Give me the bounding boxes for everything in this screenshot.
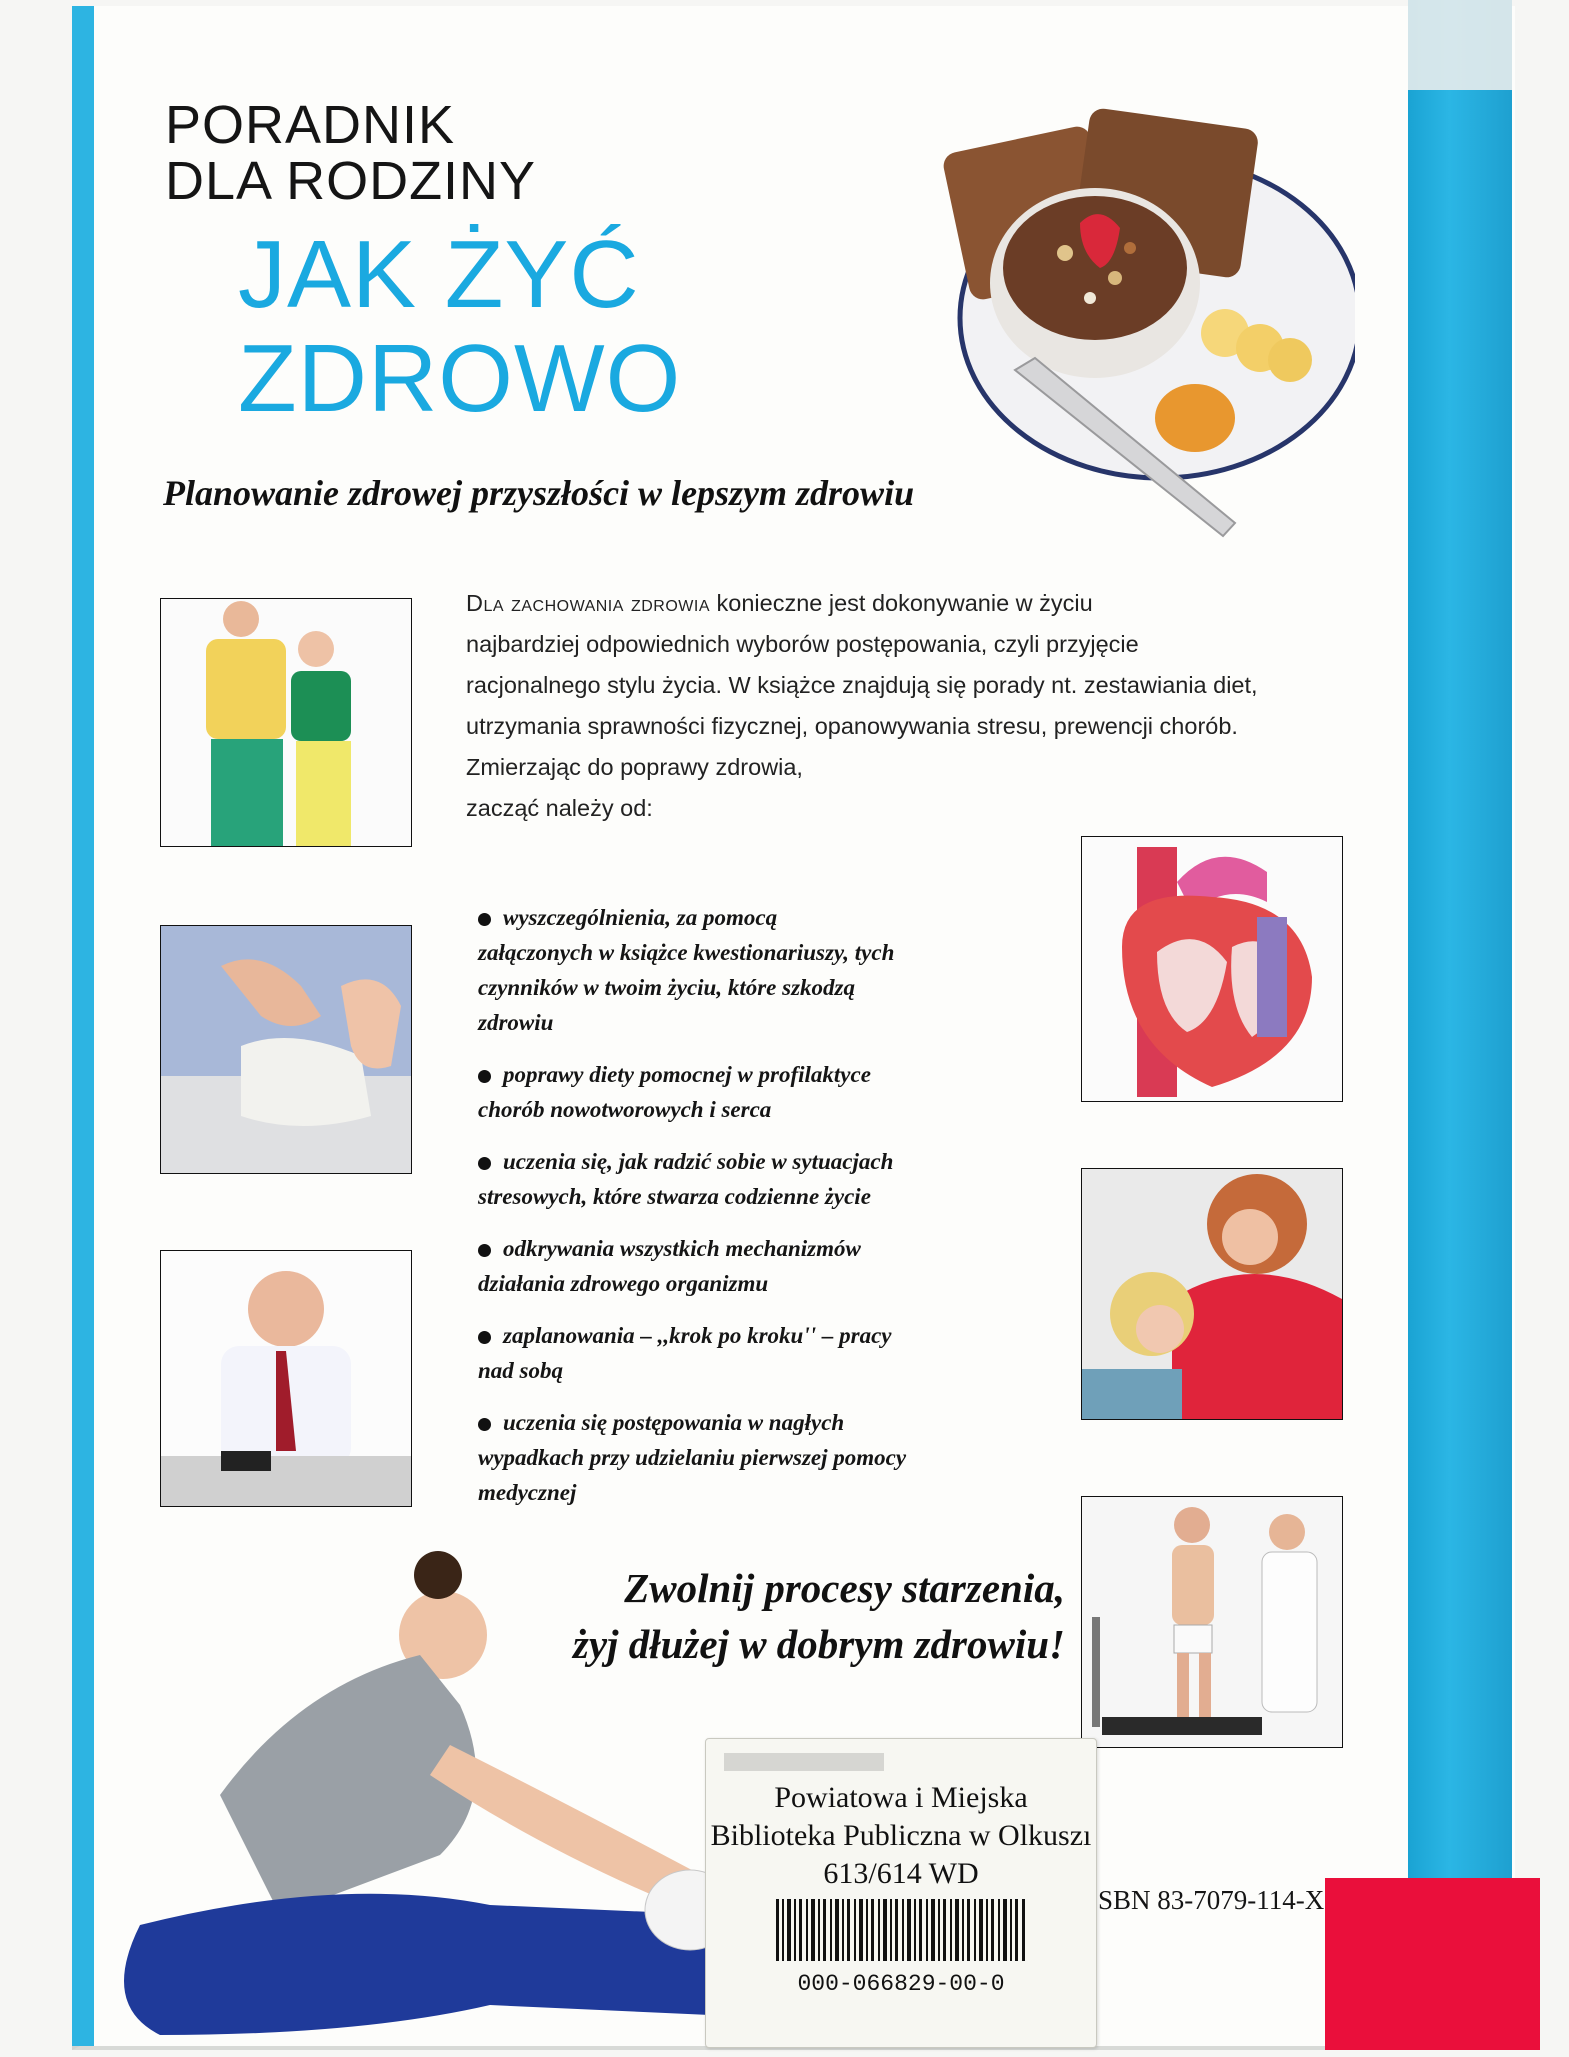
bullet-text: działania zdrowego organizmu	[478, 1271, 769, 1296]
isbn: SBN 83-7079-114-X	[1098, 1885, 1325, 1915]
bullet-text: poprawy diety pomocnej w profilaktyce	[503, 1062, 871, 1087]
bullet-text: uczenia się postępowania w nagłych	[503, 1410, 845, 1435]
series-title-line1: PORADNIK	[165, 95, 456, 155]
bullet-text: wypadkach przy udzielaniu pierwszej pomocy	[478, 1445, 907, 1470]
intro-line-1	[466, 583, 1326, 624]
breakfast-bowl-photo	[905, 108, 1355, 563]
intro-line-1-rest: konieczne jest dokonywanie w życiu	[710, 590, 1093, 616]
benefits-list	[478, 900, 1038, 1527]
bullet-icon	[478, 1070, 491, 1083]
intro-line-6: zacząć należy od:	[466, 795, 653, 821]
bandaged-foot-photo	[160, 925, 412, 1174]
list-item	[478, 1405, 1038, 1510]
list-item	[478, 1231, 1038, 1301]
worn-corner	[1408, 0, 1512, 90]
treadmill-test-photo	[1081, 1496, 1343, 1748]
stamp-mark-icon	[724, 1749, 884, 1775]
bullet-text: medycznej	[478, 1480, 577, 1505]
bullet-icon	[478, 1331, 491, 1344]
mother-child-photo	[1081, 1168, 1343, 1420]
list-item	[478, 1144, 1038, 1214]
businessman-phone-photo	[160, 1250, 412, 1507]
red-price-sticker	[1325, 1878, 1540, 2050]
elderly-couple-photo	[160, 598, 412, 847]
bullet-text: odkrywania wszystkich mechanizmów	[503, 1236, 861, 1261]
book-title-line2: ZDROWO	[238, 325, 682, 432]
bullet-text: czynników w twoim życiu, które szkodzą	[478, 975, 855, 1000]
blue-spine-band	[1408, 0, 1512, 2046]
bullet-text: chorób nowotworowych i serca	[478, 1097, 772, 1122]
series-title-line2: DLA RODZINY	[165, 151, 537, 211]
library-name-line2: Biblioteka Publiczna w Olkuszı	[710, 1819, 1092, 1852]
barcode-number: 000-066829-00-0	[797, 1971, 1005, 1997]
closing-line1: Zwolnij procesy starzenia,	[624, 1565, 1065, 1611]
list-item	[478, 900, 1038, 1040]
bullet-text: wyszczególnienia, za pomocą	[503, 905, 778, 930]
list-item	[478, 1318, 1038, 1388]
list-item	[478, 1057, 1038, 1127]
bullet-text: załączonych w książce kwestionariuszy, tych	[478, 940, 895, 965]
subtitle: Planowanie zdrowej przyszłości w lepszym zdrowiu	[163, 473, 915, 513]
bullet-text: nad sobą	[478, 1358, 563, 1383]
bullet-icon	[478, 1157, 491, 1170]
call-number: 613/614 WD	[823, 1857, 979, 1890]
series-title	[165, 97, 536, 209]
barcode-icon	[776, 1899, 1026, 1961]
bullet-text: zaplanowania – ,,krok po kroku'' – pracy	[503, 1323, 892, 1348]
left-blue-edge	[72, 6, 94, 2046]
intro-text	[466, 583, 1326, 829]
bullet-icon	[478, 1418, 491, 1431]
library-sticker	[705, 1738, 1097, 2048]
book-title-line1: JAK ŻYĆ	[238, 221, 640, 328]
book-title	[238, 223, 681, 431]
intro-line-4: utrzymania sprawności fizycznej, opanowywania stresu, prewencji chorób.	[466, 713, 1238, 739]
intro-line-5: Zmierzając do poprawy zdrowia,	[466, 754, 803, 780]
heart-diagram-photo	[1081, 836, 1343, 1102]
bullet-text: uczenia się, jak radzić sobie w sytuacjach	[503, 1149, 894, 1174]
intro-lead: Dla zachowania zdrowia	[466, 590, 710, 616]
stretching-woman-photo	[100, 1545, 740, 2045]
bullet-icon	[478, 1244, 491, 1257]
closing-line2: żyj dłużej w dobrym zdrowiu!	[572, 1621, 1065, 1667]
bullet-icon	[478, 913, 491, 926]
bullet-text: zdrowiu	[478, 1010, 554, 1035]
bullet-text: stresowych, które stwarza codzienne życie	[478, 1184, 871, 1209]
intro-line-2: najbardziej odpowiednich wyborów postępowania, czyli przyjęcie	[466, 631, 1139, 657]
intro-line-3: racjonalnego stylu życia. W książce znajdują się porady nt. zestawiania diet,	[466, 672, 1258, 698]
library-name-line1: Powiatowa i Miejska	[774, 1781, 1028, 1814]
